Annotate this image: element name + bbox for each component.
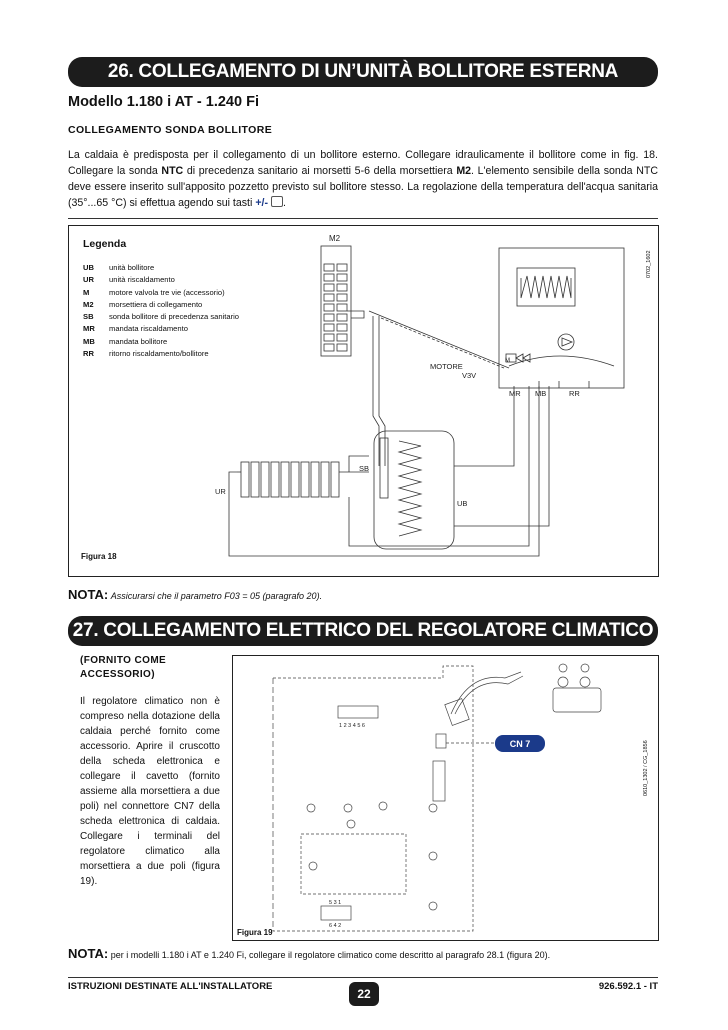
intro-paragraph: La caldaia è predisposta per il collegamento di un bollitore esterno. Collegare idraulicamente il bollitore come in fig. 18. Collegare la sonda NTC di precedenza sanitario ai morsetti 5-6 della morsettiera M2. L'elemento sensibile della sonda NTC deve essere inserito sull'apposito pozzetto previsto sul bollitore stesso. La regolazione della temperatura dell'acqua sanitaria (35°...65 °C) si effettua agendo sui tasti +/- .	[68, 149, 658, 209]
board-diagram	[233, 656, 658, 940]
legend-item: M2 morsettiera di collegamento	[83, 299, 203, 309]
footer-rule	[68, 977, 658, 978]
plus-minus-keys: +/-	[255, 197, 268, 209]
legend-item: UB unità bollitore	[83, 263, 155, 272]
legend-title: Legenda	[83, 238, 127, 250]
section-27-title: 27. COLLEGAMENTO ELETTRICO DEL REGOLATORE CLIMATICO	[68, 616, 658, 646]
section-26-title: 26. COLLEGAMENTO DI UN’UNITÀ BOLLITORE ESTERNA	[68, 57, 658, 87]
figure-18-code: 0702_1602	[646, 250, 652, 278]
ur-label: UR	[215, 487, 226, 496]
m2-label: M2	[329, 234, 341, 243]
legend-item: MR mandata riscaldamento	[83, 324, 188, 334]
footer-right: 926.592.1 - IT	[598, 981, 658, 992]
pin-labels: 1 2 3 4 5 6	[339, 723, 365, 729]
pin-labels-top: 5 3 1	[329, 900, 342, 906]
legend-item: MB mandata bollitore	[83, 336, 168, 346]
svg-text:CN 7: CN 7	[509, 739, 531, 749]
cn7-badge	[495, 735, 545, 752]
legend-item: RR ritorno riscaldamento/bollitore	[83, 349, 209, 359]
figure-18-caption: Figura 18	[81, 552, 117, 561]
legend-item: SB sonda bollitore di precedenza sanitario	[83, 312, 240, 322]
subsection-heading: COLLEGAMENTO SONDA BOLLITORE	[68, 124, 273, 136]
divider	[68, 218, 658, 219]
side-title: (FORNITO COME ACCESSORIO)	[80, 655, 167, 680]
sb-label: SB	[359, 464, 370, 473]
side-paragraph: Il regolatore climatico non è compreso nella dotazione della caldaia perché fornito come accessorio. Aprire il cruscotto della scheda elettronica e collegare il cavetto (fornito assieme alla morsettiera a due poli) nel connettore CN7 della scheda elettronica di caldaia. Collegare i terminali del regolatore climatico alla morsettiera a due poli (figura 19).	[80, 696, 220, 887]
rr-label: RR	[569, 389, 580, 398]
footer-left: ISTRUZIONI DESTINATE ALL'INSTALLATORE	[68, 981, 273, 992]
m-label: M	[505, 358, 510, 364]
legend-item: M motore valvola tre vie (accessorio)	[83, 287, 225, 297]
pin-labels-bottom: 6 4 2	[329, 923, 342, 929]
side-column	[80, 654, 220, 889]
mr-label: MR	[509, 389, 521, 398]
model-heading: Modello 1.180 i AT - 1.240 Fi	[68, 94, 259, 110]
figure-18	[68, 225, 659, 577]
page-number: 22	[349, 982, 379, 1006]
nota-1: NOTA: Assicurarsi che il parametro F03 = 05 (paragrafo 20).	[68, 587, 323, 602]
figure-19	[232, 655, 659, 941]
legend-item: UR unità riscaldamento	[83, 275, 175, 285]
figure-19-code: 0610_1302 / CG_1856	[643, 740, 649, 796]
v3v-label: V3V	[462, 371, 477, 380]
tap-icon	[271, 196, 283, 207]
ntc-term: NTC	[161, 165, 184, 177]
figure-19-caption: Figura 19	[237, 928, 273, 937]
nota-2: NOTA: per i modelli 1.180 i AT e 1.240 Fi, collegare il regolatore climatico come descritto al paragrafo 28.1 (figura 20).	[68, 946, 551, 961]
mb-label: MB	[535, 389, 547, 398]
m2-term: M2	[456, 165, 472, 177]
hydraulic-diagram	[69, 226, 658, 576]
motore-label: MOTORE	[430, 362, 463, 371]
ub-label: UB	[457, 499, 468, 508]
